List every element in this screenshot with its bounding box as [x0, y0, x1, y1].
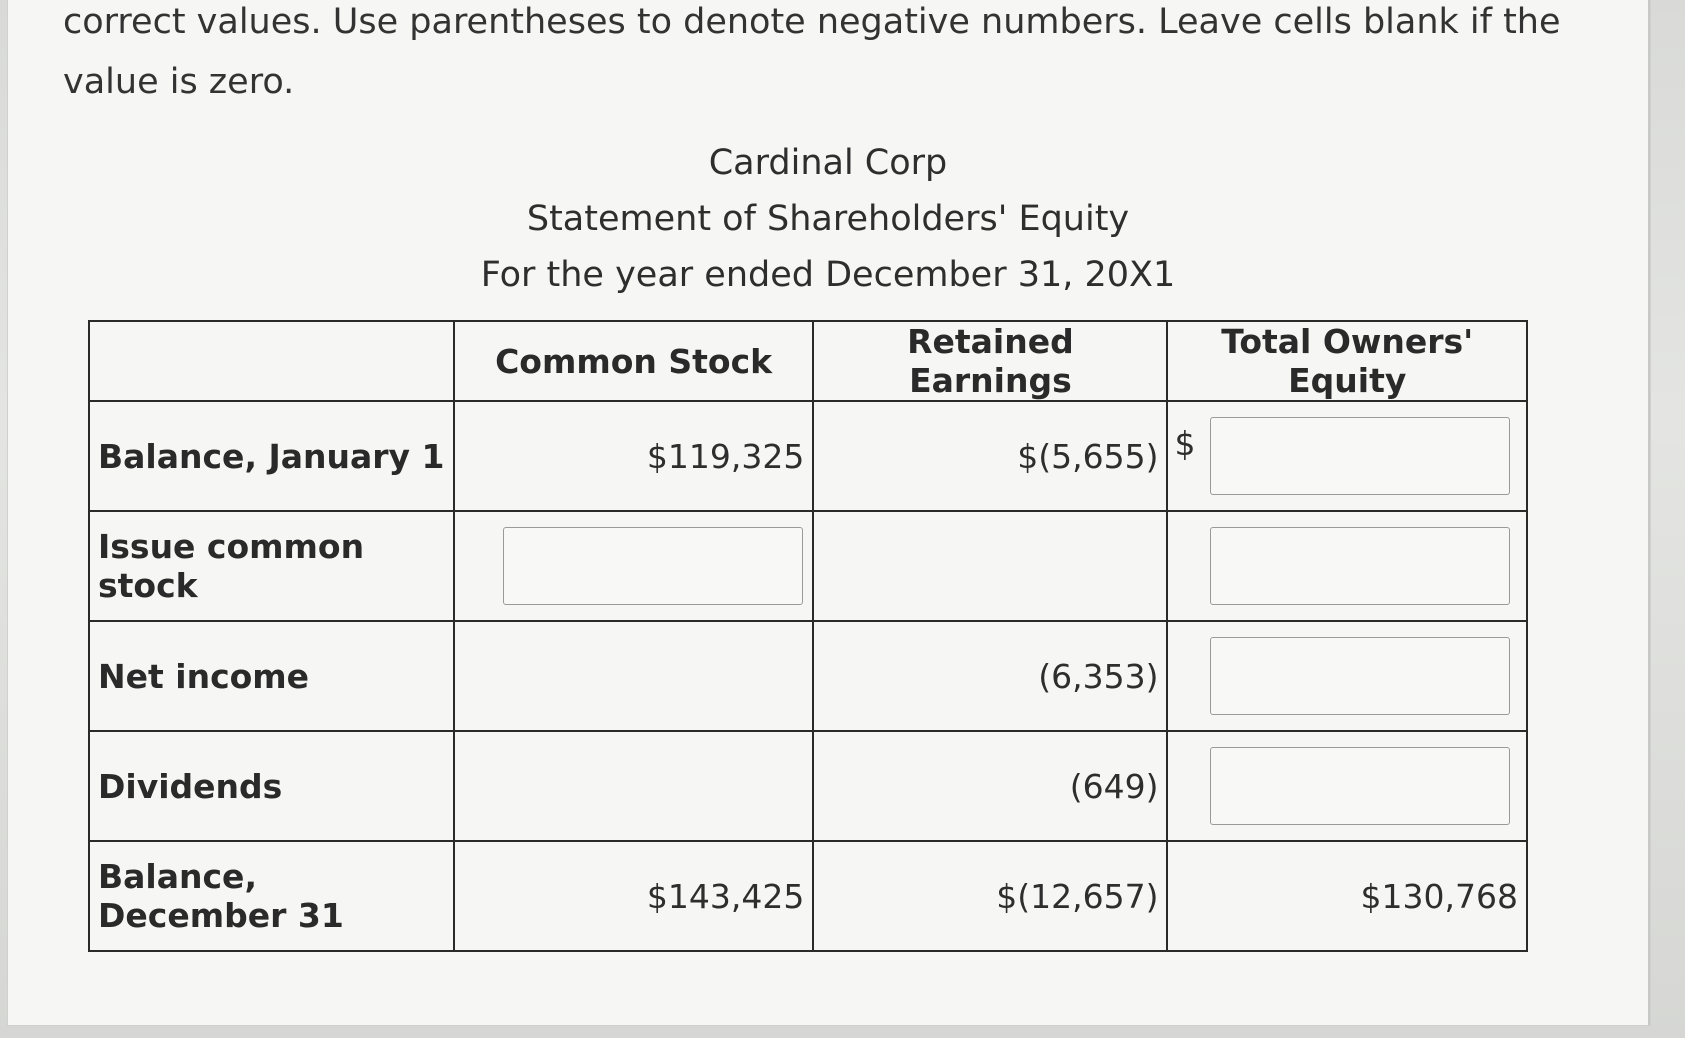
common-stock-value: [454, 621, 814, 731]
equity-table: [88, 320, 1528, 952]
header-common-stock: Common Stock: [454, 321, 814, 401]
total-equity-cell: [1167, 621, 1527, 731]
common-stock-cell: [454, 511, 814, 621]
total-equity-cell: [1167, 401, 1527, 511]
statement-period: For the year ended December 31, 20X1: [480, 255, 1176, 295]
retained-earnings-value: (6,353): [813, 621, 1167, 731]
statement-heading: [428, 135, 1228, 303]
table-row: [89, 841, 1527, 951]
row-label: Net income: [89, 621, 454, 731]
total-equity-value: $130,768: [1167, 841, 1527, 951]
total-equity-input-net-income[interactable]: [1210, 637, 1510, 715]
common-stock-input-issue[interactable]: [503, 527, 803, 605]
common-stock-value: $143,425: [454, 841, 814, 951]
table-row: [89, 401, 1527, 511]
row-label: Balance, January 1: [89, 401, 454, 511]
total-equity-cell: [1167, 511, 1527, 621]
instructions-text: correct values. Use parentheses to denote negative numbers. Leave cells blank if the value is zero.: [63, 2, 1561, 102]
total-equity-cell: [1167, 731, 1527, 841]
statement-title: Statement of Shareholders' Equity: [526, 199, 1130, 239]
header-total-equity: Total Owners' Equity: [1167, 321, 1527, 401]
table-row: [89, 621, 1527, 731]
header-row: [89, 321, 1527, 401]
header-retained-earnings: Retained Earnings: [813, 321, 1167, 401]
table-row: [89, 511, 1527, 621]
row-label: Dividends: [89, 731, 454, 841]
header-label: [89, 321, 454, 401]
common-stock-value: [454, 731, 814, 841]
total-equity-input-jan1[interactable]: [1210, 417, 1510, 495]
retained-earnings-value: $(12,657): [813, 841, 1167, 951]
retained-earnings-value: (649): [813, 731, 1167, 841]
company-name: Cardinal Corp: [708, 143, 948, 183]
row-label: Balance, December 31: [89, 841, 454, 951]
retained-earnings-value: $(5,655): [813, 401, 1167, 511]
common-stock-value: $119,325: [454, 401, 814, 511]
worksheet-page: [8, 0, 1650, 1025]
retained-earnings-value: [813, 511, 1167, 621]
dollar-prefix: $: [1174, 424, 1196, 463]
total-equity-input-dividends[interactable]: [1210, 747, 1510, 825]
table-row: [89, 731, 1527, 841]
total-equity-input-issue[interactable]: [1210, 527, 1510, 605]
row-label: Issue common stock: [89, 511, 454, 621]
